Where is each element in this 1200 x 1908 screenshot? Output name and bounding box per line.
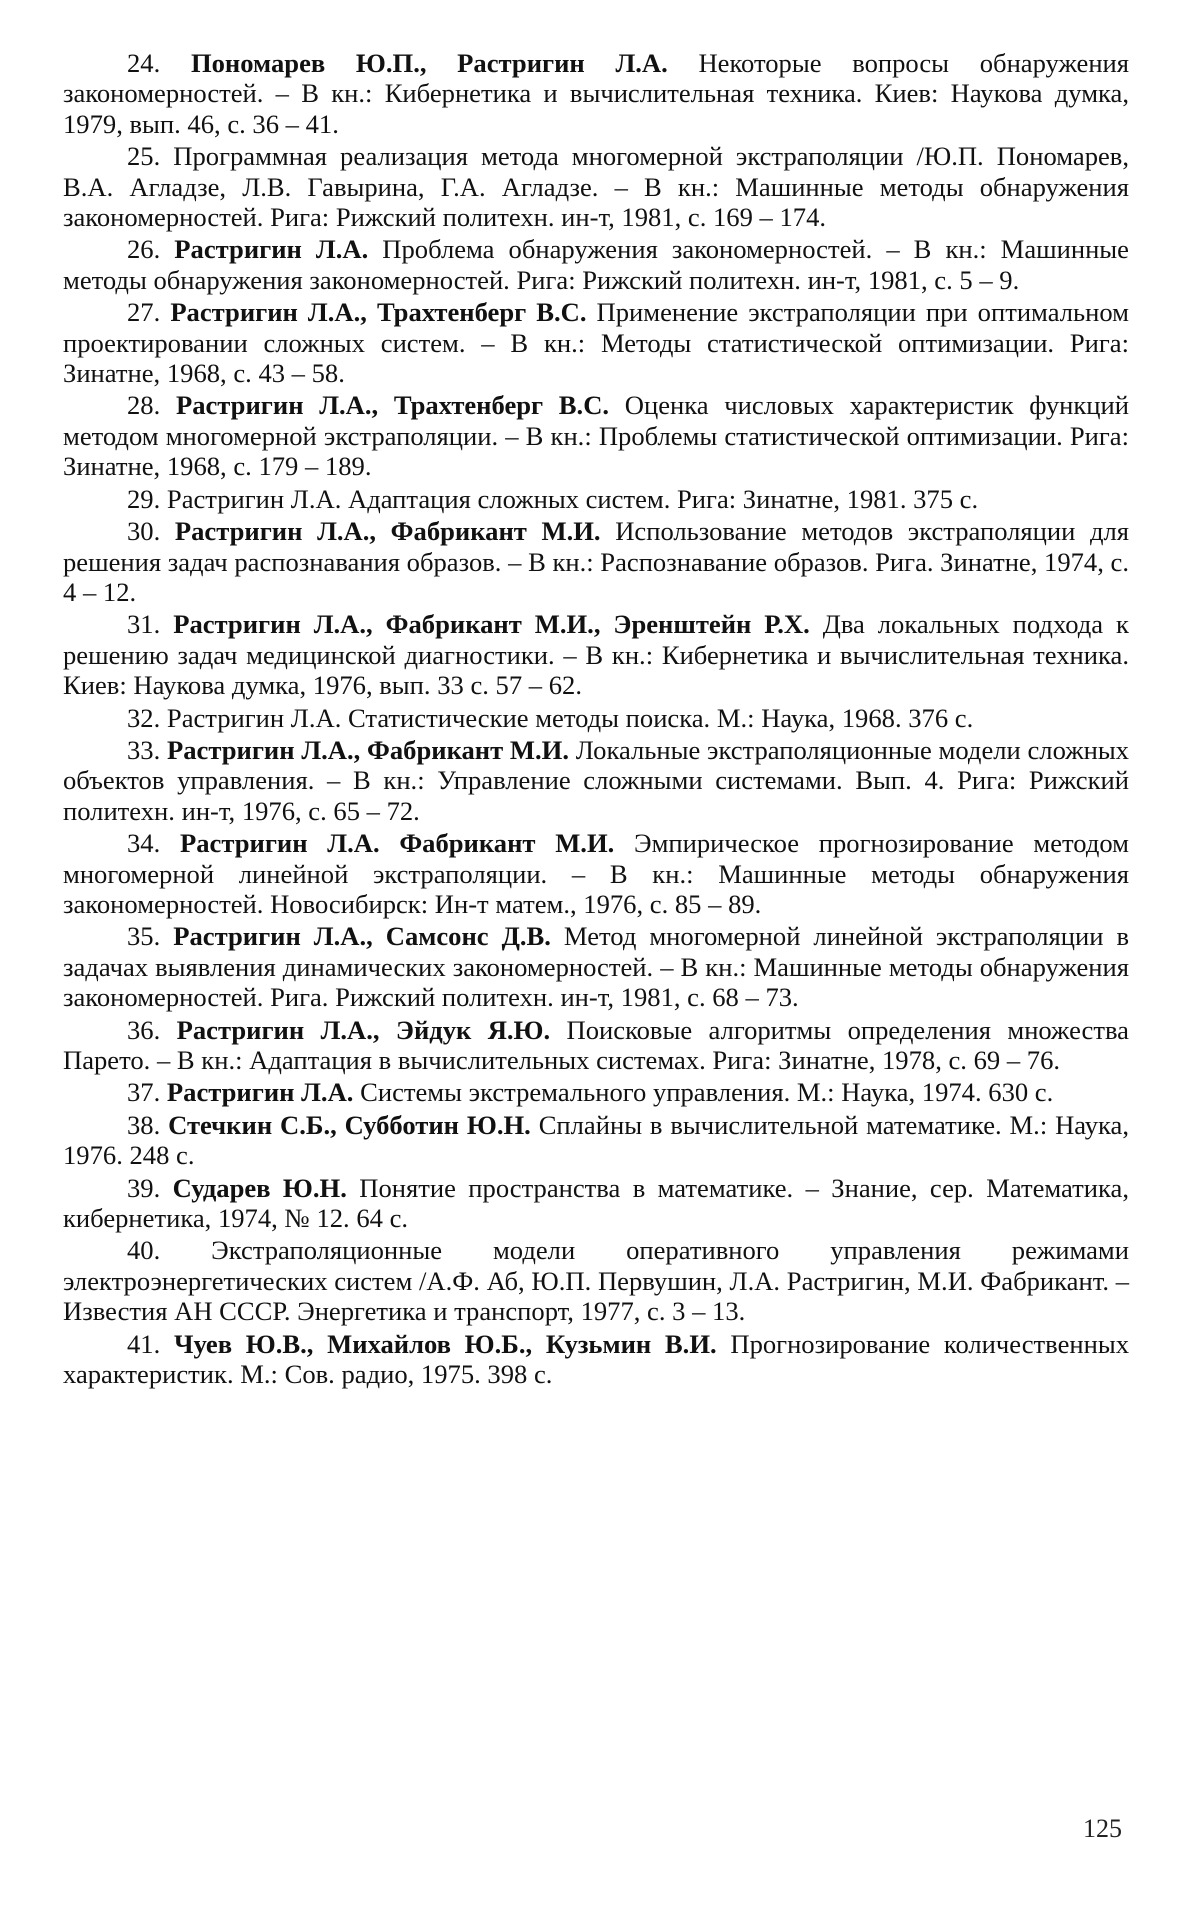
- reference-text: Некоторые вопросы обнаружения закономерностей. – В кн.: Кибернетика и вычислительная техника. Киев: Наукова думка, 1979, вып. 46, с. 36 – 41.: [63, 48, 1130, 139]
- reference-item: [63, 921, 1129, 1012]
- reference-authors: Пономарев Ю.П., Растригин Л.А.: [190, 48, 668, 78]
- reference-item: [63, 390, 1129, 481]
- reference-text: Системы экстремального управления. М.: Наука, 1974. 630 с.: [360, 1077, 1054, 1108]
- reference-text: Понятие пространства в математике. – Знание, сер. Математика, кибернетика, 1974, № 12. 64 с.: [63, 1172, 1129, 1234]
- reference-number: 39.: [127, 1172, 161, 1203]
- reference-item: [63, 735, 1129, 826]
- reference-number: 26.: [127, 234, 161, 265]
- reference-authors: Растригин Л.А., Фабрикант М.И.: [174, 516, 601, 547]
- reference-authors: Растригин Л.А., Трахтенберг В.С.: [170, 297, 587, 328]
- reference-number: 38.: [127, 1109, 161, 1140]
- reference-text: Проблема обнаружения закономерностей. – В кн.: Машинные методы обнаружения закономерностей. Рига: Рижский политехн. ин-т, 1981, с. 5 – 9.: [63, 234, 1129, 295]
- reference-authors: Сударев Ю.Н.: [172, 1172, 347, 1203]
- reference-text: Локальные экстраполяционные модели сложных объектов управления. – В кн.: Управление сложными системами. Вып. 4. Рига: Рижский политехн. ин-т, 1976, с. 65 – 72.: [63, 734, 1129, 826]
- reference-text: Эмпирическое прогнозирование методом многомерной линейной экстраполяции. – В кн.: Машинные методы обнаружения закономерностей. Новосибирск: Ин-т матем., 1976, с. 85 – 89.: [63, 828, 1129, 919]
- reference-number: 31.: [127, 609, 161, 640]
- reference-item: [63, 141, 1129, 232]
- reference-item: [63, 828, 1129, 919]
- reference-item: [63, 1110, 1129, 1171]
- reference-number: 24.: [127, 48, 161, 78]
- reference-text: Растригин Л.А. Статистические методы поиска. М.: Наука, 1968. 376 с.: [166, 702, 974, 733]
- reference-text: Прогнозирование количественных характеристик. М.: Сов. радио, 1975. 398 с.: [63, 1328, 1130, 1390]
- reference-number: 29.: [127, 483, 161, 514]
- reference-item: [63, 297, 1129, 388]
- reference-text: Применение экстраполяции при оптимальном проектировании сложных систем. – В кн.: Методы статистической оптимизации. Рига: Зинатне, 1968, с. 43 – 58.: [63, 297, 1129, 389]
- reference-text: Два локальных подхода к решению задач медицинской диагностики. – В кн.: Кибернетика и вычислительная техника. Киев: Наукова думка, 1976, вып. 33 с. 57 – 62.: [63, 609, 1129, 701]
- reference-authors: Растригин Л.А.: [166, 1077, 354, 1108]
- reference-item: [63, 1015, 1129, 1076]
- reference-authors: Растригин Л.А. Фабрикант М.И.: [179, 828, 615, 859]
- reference-list: [63, 48, 1129, 1391]
- reference-number: 41.: [127, 1328, 161, 1359]
- reference-number: 33.: [127, 734, 161, 765]
- reference-number: 35.: [127, 921, 161, 952]
- reference-number: 27.: [127, 297, 161, 328]
- reference-item: [63, 516, 1129, 607]
- reference-text: Поисковые алгоритмы определения множества Парето. – В кн.: Адаптация в вычислительных системах. Рига: Зинатне, 1978, с. 69 – 76.: [63, 1014, 1129, 1075]
- reference-authors: Растригин Л.А., Эйдук Я.Ю.: [176, 1014, 551, 1045]
- reference-item: [63, 1077, 1129, 1107]
- reference-number: 25.: [127, 141, 161, 172]
- reference-item: [63, 703, 1129, 733]
- reference-item: [63, 609, 1129, 700]
- reference-number: 37.: [127, 1077, 161, 1108]
- reference-number: 30.: [127, 516, 161, 547]
- reference-text: Метод многомерной линейной экстраполяции в задачах выявления динамических закономерностей. – В кн.: Машинные методы обнаружения закономерностей. Рига. Рижский политехн. ин-т, 1981, с. 68 – 73.: [63, 921, 1130, 1013]
- reference-text: Использование методов экстраполяции для решения задач распознавания образов. – В кн.: Распознавание образов. Рига. Зинатне, 1974, с. 4 – 12.: [63, 516, 1130, 607]
- reference-text: Растригин Л.А. Адаптация сложных систем. Рига: Зинатне, 1981. 375 с.: [166, 483, 979, 514]
- reference-number: 36.: [127, 1014, 161, 1045]
- reference-text: Сплайны в вычислительной математике. М.: Наука, 1976. 248 с.: [63, 1109, 1130, 1171]
- reference-authors: Стечкин С.Б., Субботин Ю.Н.: [168, 1109, 531, 1140]
- reference-authors: Растригин Л.А.: [174, 234, 369, 265]
- page-number: 125: [1083, 1814, 1122, 1843]
- reference-item: [63, 234, 1129, 295]
- reference-authors: Растригин Л.А., Фабрикант М.И.: [167, 734, 570, 765]
- reference-authors: Растригин Л.А., Фабрикант М.И., Эренштейн Р.Х.: [173, 609, 810, 640]
- reference-item: [63, 1329, 1129, 1390]
- reference-text: Программная реализация метода многомерной экстраполяции /Ю.П. Пономарев, В.А. Агладзе, Л.В. Гавырина, Г.А. Агладзе. – В кн.: Машинные методы обнаружения закономерностей. Рига: Рижский политехн. ин-т, 1981, с. 169 – 174.: [63, 141, 1130, 233]
- reference-number: 40.: [127, 1235, 161, 1266]
- reference-number: 34.: [127, 828, 161, 859]
- reference-number: 32.: [127, 702, 161, 733]
- reference-text: Оценка числовых характеристик функций методом многомерной экстраполяции. – В кн.: Проблемы статистической оптимизации. Рига: Зинатне, 1968, с. 179 – 189.: [63, 390, 1129, 482]
- reference-authors: Чуев Ю.В., Михайлов Ю.Б., Кузьмин В.И.: [173, 1328, 717, 1359]
- reference-item: [63, 1173, 1129, 1234]
- reference-item: [63, 1235, 1129, 1326]
- reference-authors: Растригин Л.А., Трахтенберг В.С.: [175, 390, 610, 421]
- reference-authors: Растригин Л.А., Самсонс Д.В.: [173, 921, 551, 952]
- reference-number: 28.: [127, 390, 161, 421]
- reference-item: [63, 484, 1129, 514]
- reference-text: Экстраполяционные модели оперативного управления режимами электроэнергетических систем /А.Ф. Аб, Ю.П. Первушин, Л.А. Растригин, М.И. Фабрикант. – Известия АН СССР. Энергетика и транспорт, 1977, с. 3 – 13.: [63, 1235, 1129, 1327]
- reference-item: [63, 48, 1129, 139]
